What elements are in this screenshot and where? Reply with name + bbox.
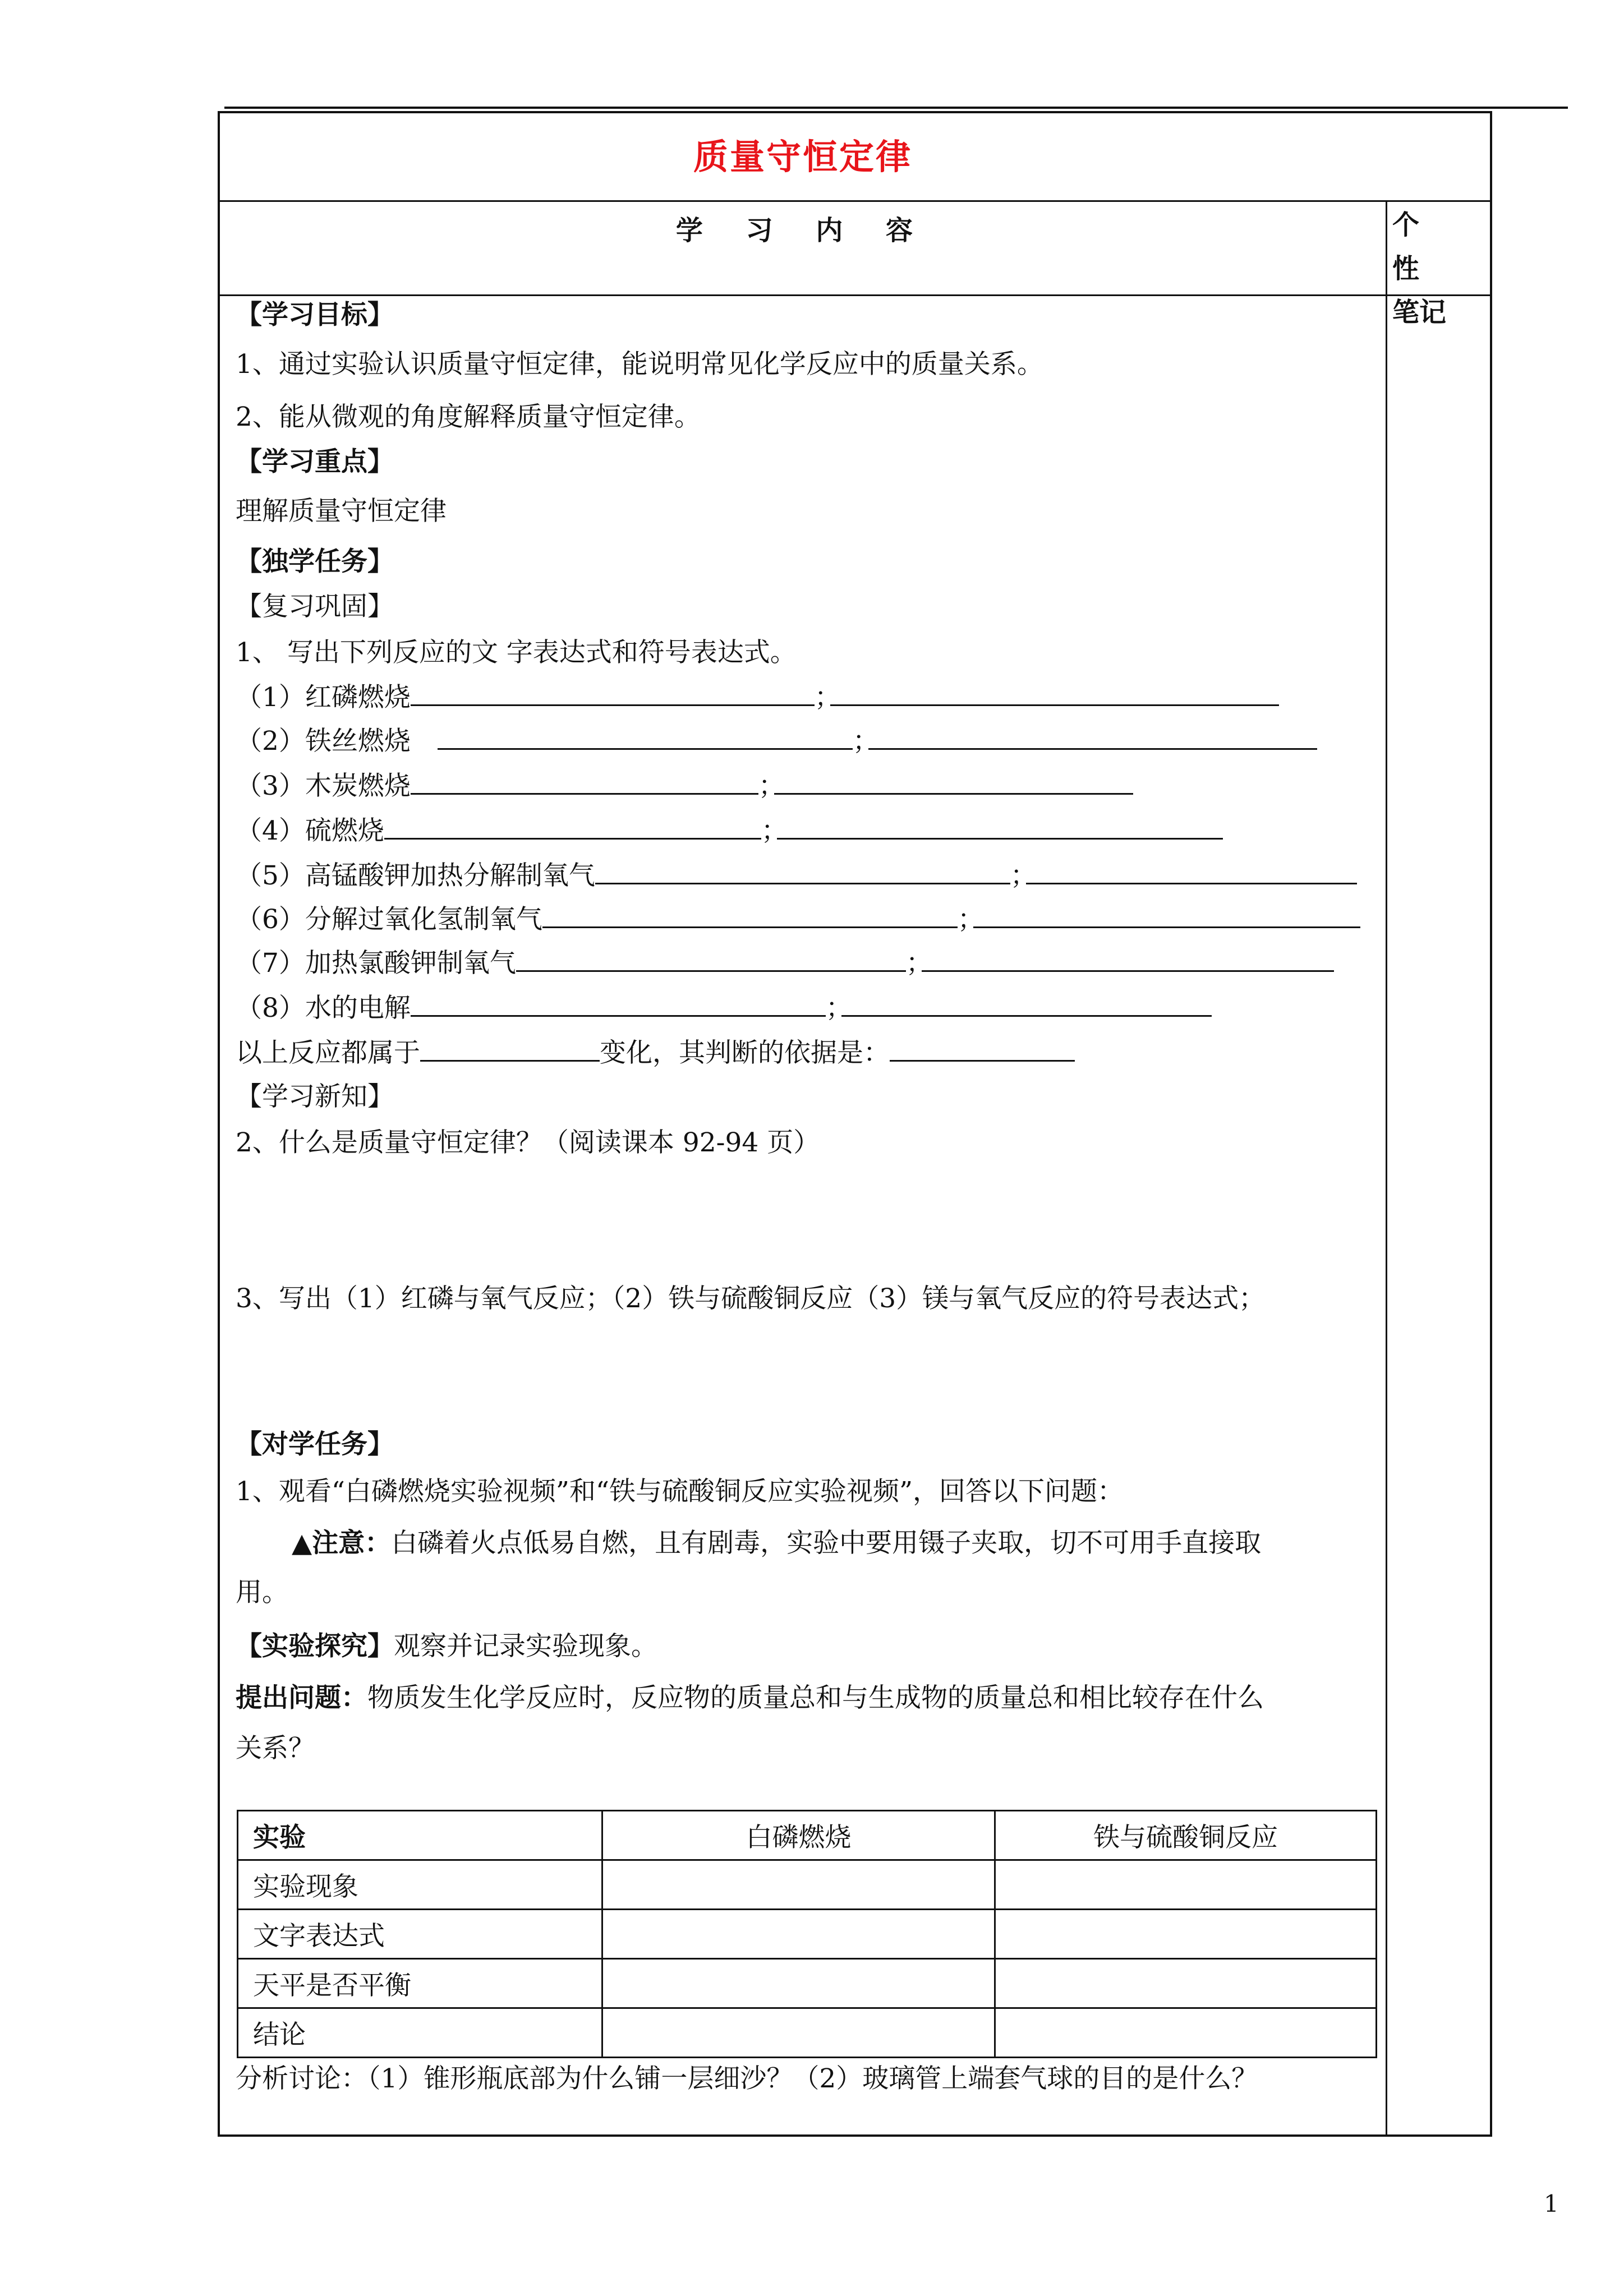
reaction-line [236,990,1212,1025]
caution-label: ▲注意： [292,1528,392,1559]
reaction-label: （1）红磷燃烧 [236,682,411,713]
question-2: 2、什么是质量守恒定律？（阅读课本 92-94 页） [236,1127,820,1158]
table-header-row [238,1811,1377,1860]
answer-blank [841,990,1212,1017]
summary-mid: 变化，其判断的依据是： [600,1038,890,1068]
row-label: 结论 [238,2008,602,2058]
answer-blank [411,990,826,1017]
experiment-table [237,1810,1377,2058]
page-number: 1 [1544,2190,1559,2217]
answer-blank [420,1035,600,1062]
reaction-line [236,813,1223,848]
row-label: 实验现象 [238,1860,602,1910]
question-text: 物质发生化学反应时，反应物的质量总和与生成物的质量总和相比较存在什么 [367,1682,1264,1713]
semicolon: ； [905,948,932,979]
explore-line [236,1630,657,1663]
semicolon: ； [1010,860,1037,891]
reaction-line [236,858,1357,893]
goal-1: 1、通过实验认识质量守恒定律，能说明常见化学反应中的质量关系。 [236,349,1043,380]
answer-blank [922,946,1334,972]
answer-blank [516,946,906,972]
semicolon: ； [761,815,788,846]
caution-line [292,1527,1261,1560]
reaction-line [236,946,1334,980]
reaction-label: （3）木炭燃烧 [236,771,411,801]
answer-blank [438,723,853,750]
notes-header-line-1: 个 性 [1392,209,1442,284]
empty-cell [995,2008,1377,2058]
content-column-header: 学 习 内 容 [675,215,930,246]
answer-blank [868,723,1317,750]
semicolon: ； [758,771,785,801]
new-knowledge-heading: 【学习新知】 [236,1081,394,1112]
goal-2: 2、能从微观的角度解释质量守恒定律。 [236,402,701,432]
question-continuation: 关系？ [236,1733,315,1764]
answer-blank [542,902,958,928]
explore-text: 观察并记录实验现象。 [394,1631,657,1662]
notes-column-header [1392,203,1490,334]
title-divider [220,200,1490,202]
empty-cell [602,2008,995,2058]
semicolon: ； [814,682,841,713]
pair-question-1: 1、观看“白磷燃烧实验视频”和“铁与硫酸铜反应实验视频”，回答以下问题： [236,1476,1124,1507]
explore-label: 【实验探究】 [236,1631,394,1662]
reaction-line [236,768,1133,803]
notes-header-line-2: 笔记 [1392,297,1447,328]
answer-blank [777,813,1223,840]
reaction-label: （8）水的电解 [236,993,411,1023]
answer-blank [411,680,815,706]
focus-text: 理解质量守恒定律 [236,496,447,527]
semicolon: ； [957,904,984,935]
header-divider [220,294,1490,296]
table-row [238,1860,1377,1910]
pair-study-heading: 【对学任务】 [236,1429,394,1460]
worksheet-frame [218,111,1492,2137]
reaction-line [236,680,1279,714]
question-line [236,1681,1264,1715]
answer-blank [595,858,1010,884]
reaction-line [236,902,1360,937]
review-heading: 【复习巩固】 [236,591,394,622]
discussion-text: 分析讨论：（1）锥形瓶底部为什么铺一层细沙？（2）玻璃管上端套气球的目的是什么？ [236,2063,1258,2094]
reaction-line [236,723,1317,758]
empty-cell [602,1959,995,2008]
empty-cell [995,1959,1377,2008]
empty-cell [995,1910,1377,1959]
summary-prefix: 以上反应都属于 [236,1038,420,1068]
table-header-cell: 实验 [238,1811,602,1860]
reaction-label: （2）铁丝燃烧 [236,726,411,757]
empty-cell [602,1860,995,1910]
table-row [238,1959,1377,2008]
table-row [238,1910,1377,1959]
answer-blank [973,902,1360,928]
reaction-label: （5）高锰酸钾加热分解制氧气 [236,860,595,891]
semicolon: ； [852,726,879,757]
empty-cell [995,1860,1377,1910]
semicolon: ； [825,993,852,1023]
goals-heading: 【学习目标】 [236,299,394,330]
table-header-cell: 白磷燃烧 [602,1811,995,1860]
focus-heading: 【学习重点】 [236,446,394,477]
reaction-label: （7）加热氯酸钾制氧气 [236,948,516,979]
reaction-label: （6）分解过氧化氢制氧气 [236,904,542,935]
answer-blank [411,768,758,795]
answer-blank [890,1035,1075,1062]
top-rule [224,107,1568,109]
table-header-cell: 铁与硫酸铜反应 [995,1811,1377,1860]
question-1: 1、 写出下列反应的文 字表达式和符号表达式。 [236,637,797,668]
answer-blank [1026,858,1357,884]
page-title: 质量守恒定律 [693,136,912,177]
question-label: 提出问题： [236,1682,367,1713]
row-label: 文字表达式 [238,1910,602,1959]
summary-line [236,1035,1075,1070]
notes-column-divider [1386,202,1387,2134]
caution-text: 白磷着火点低易自燃，且有剧毒，实验中要用镊子夹取，切不可用手直接取 [391,1528,1262,1559]
row-label: 天平是否平衡 [238,1959,602,2008]
question-3: 3、写出（1）红磷与氧气反应；（2）铁与硫酸铜反应（3）镁与氧气反应的符号表达式； [236,1283,1266,1314]
reaction-label: （4）硫燃烧 [236,815,384,846]
answer-blank [384,813,761,840]
table-row [238,2008,1377,2058]
empty-cell [602,1910,995,1959]
caution-continuation: 用。 [236,1577,288,1608]
answer-blank [830,680,1279,706]
self-study-heading: 【独学任务】 [236,546,394,577]
answer-blank [774,768,1133,795]
